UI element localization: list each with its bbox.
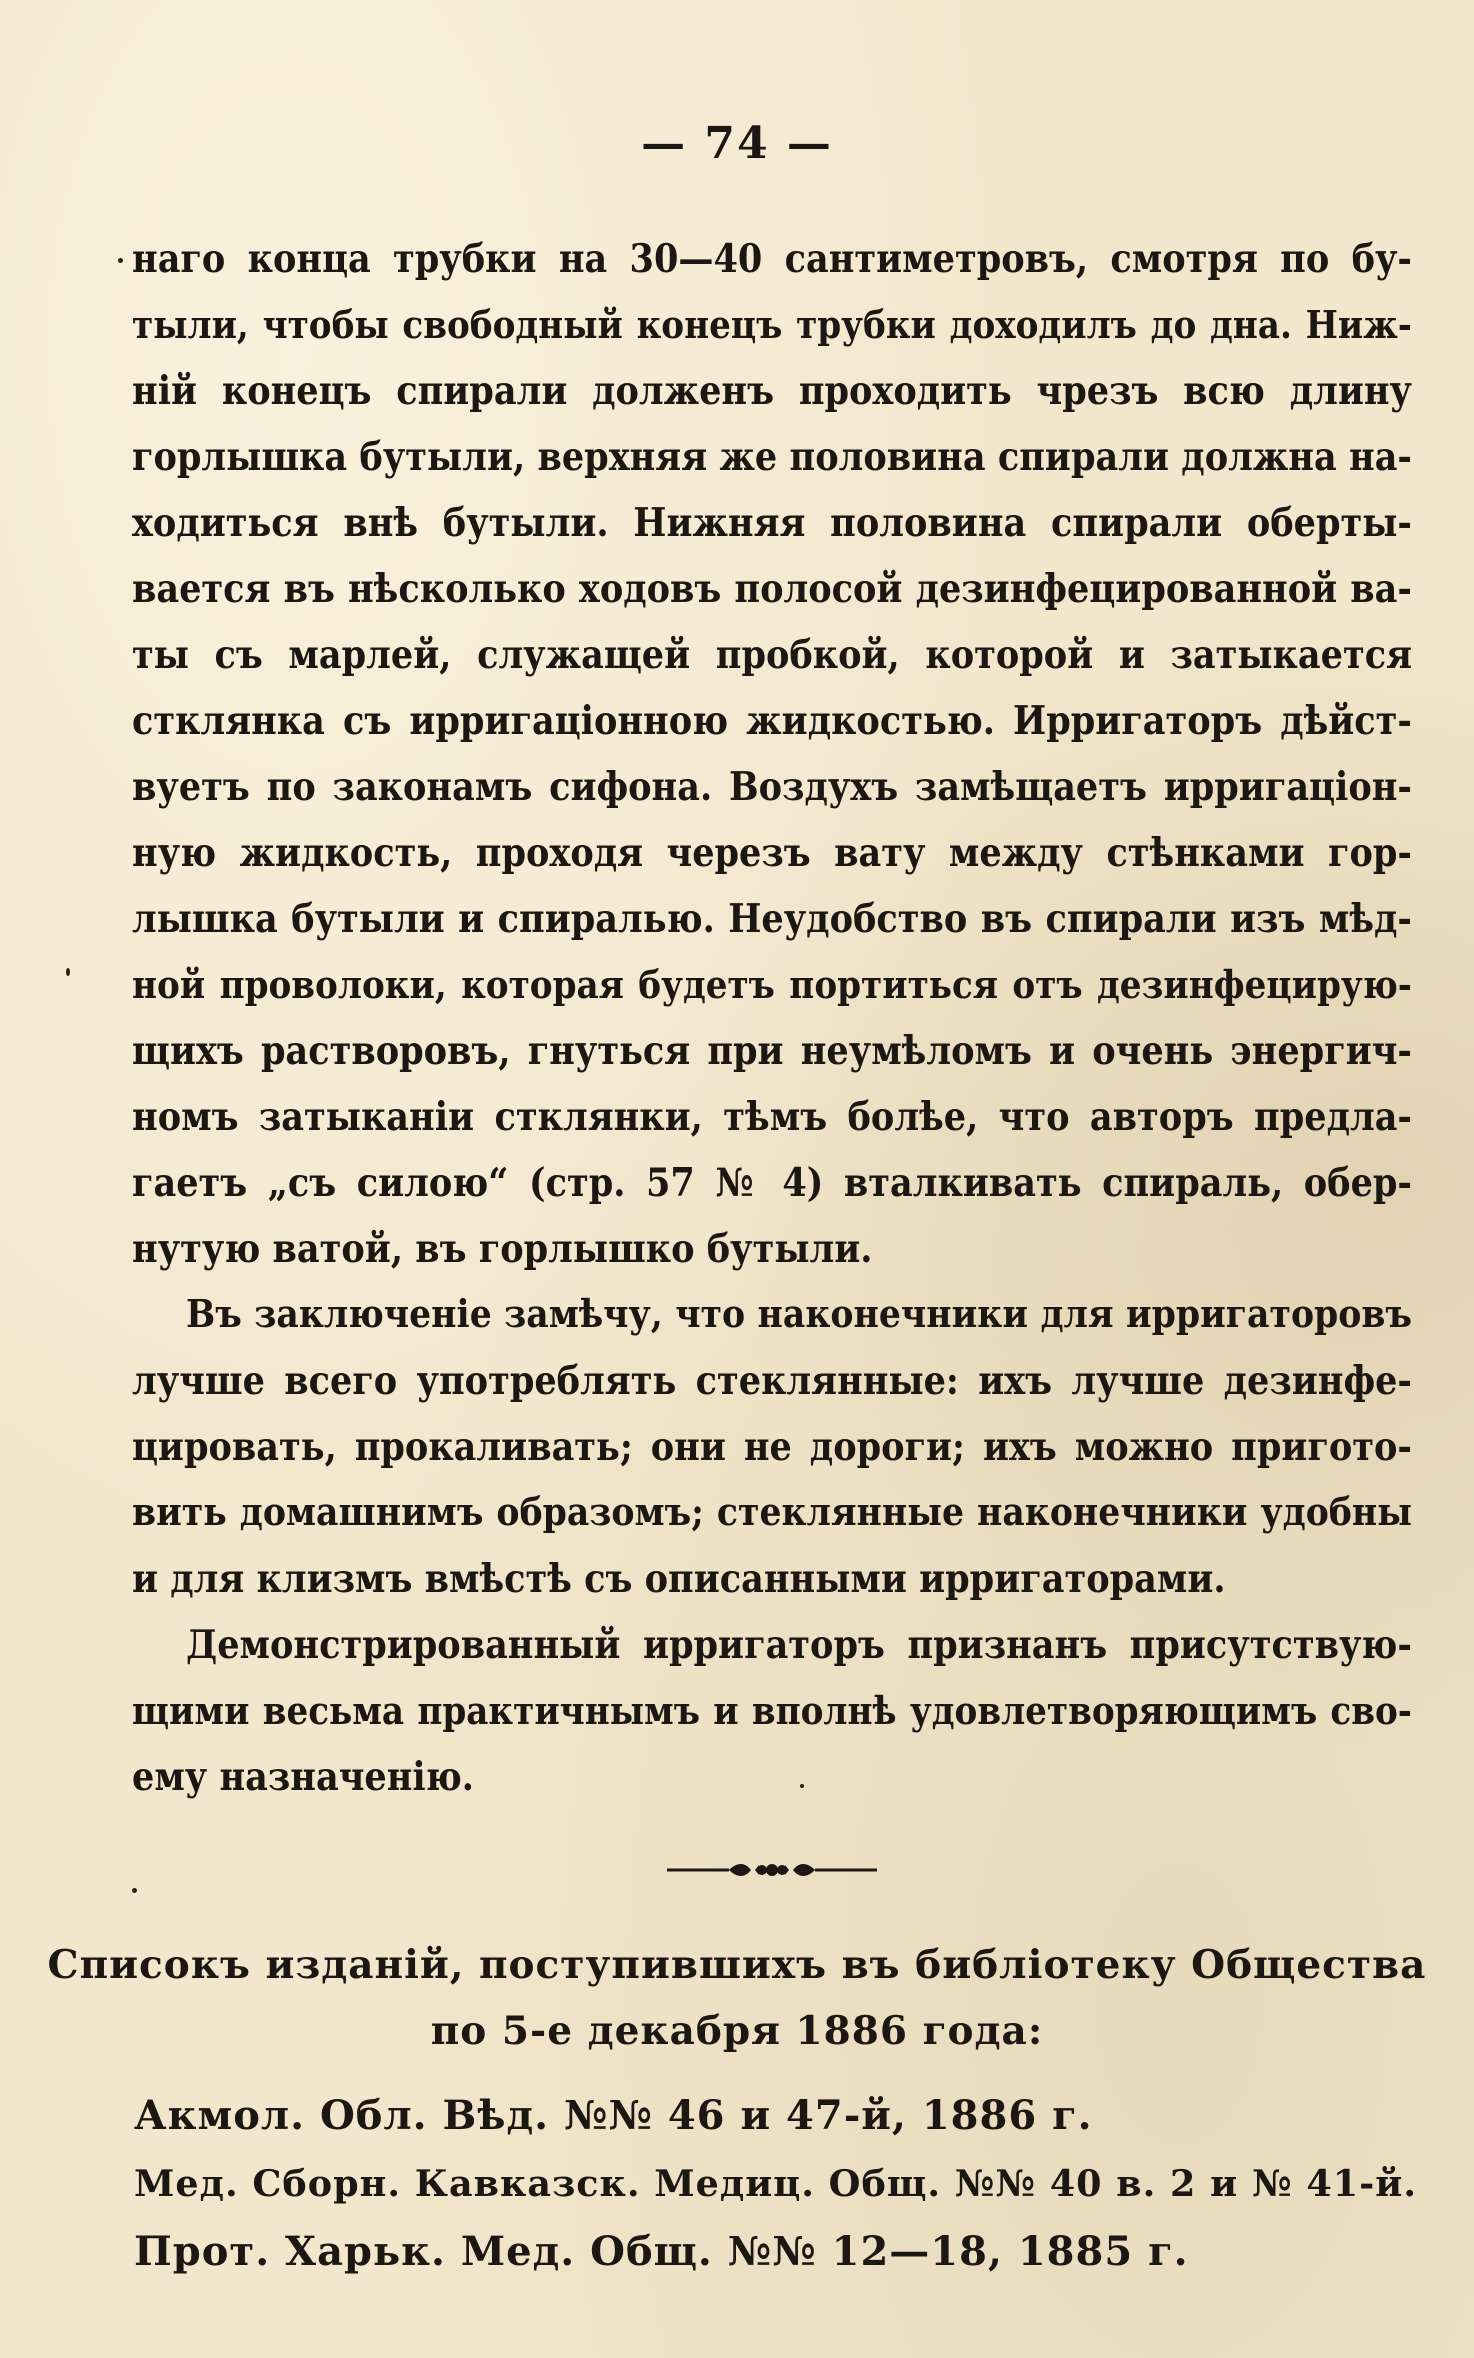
text-line: Демонстрированный ирригаторъ признанъ присутствую- [186,1622,1412,1668]
text-line: ной проволоки, которая будетъ портиться отъ дезинфецирую- [132,962,1412,1007]
text-line: вается въ нѣсколько ходовъ полосой дезинфецированной ва- [132,566,1412,612]
scan-speck [800,1784,804,1788]
list-item: Прот. Харьк. Мед. Общ. №№ 12—18, 1885 г. [134,2228,1189,2275]
text-line: вуетъ по законамъ сифона. Воздухъ замѣщаетъ ирригаціон- [132,764,1412,810]
text-line: ній конецъ спирали долженъ проходить чрезъ всю длину [132,368,1412,414]
ornament-divider-icon [667,1858,877,1882]
text-line: гаетъ „съ силою“ (стр. 57 № 4) вталкивать спираль, обер- [132,1160,1412,1206]
scan-speck [66,968,70,976]
text-line: Въ заключеніе замѣчу, что наконечники для ирригаторовъ [186,1292,1412,1337]
text-line: ходиться внѣ бутыли. Нижняя половина спирали оберты- [132,500,1412,546]
text-line: лучше всего употреблять стеклянные: ихъ лучше дезинфе- [132,1358,1412,1404]
text-line: цировать, прокаливать; они не дороги; ихъ можно пригото- [132,1424,1412,1470]
text-line: тыли, чтобы свободный конецъ трубки доходилъ до дна. Ниж- [132,302,1412,347]
text-line: и для клизмъ вмѣстѣ съ описанными ирригаторами. [132,1556,1226,1602]
text-line: стклянка съ ирригаціонною жидкостью. Ирригаторъ дѣйст- [132,698,1412,744]
list-subtitle: по 5-е декабря 1886 года: [430,2008,1044,2054]
text-line: наго конца трубки на 30—40 сантиметровъ, смотря по бу- [132,236,1412,282]
scan-speck [118,258,123,263]
scan-speck [132,1888,137,1893]
publication-list [134,2082,1424,2286]
page-number: — 74 — [641,118,833,169]
text-line: щихъ растворовъ, гнуться при неумѣломъ и очень энергич- [132,1028,1412,1074]
text-line: щими весьма практичнымъ и вполнѣ удовлетворяющимъ сво- [132,1688,1412,1733]
text-line: лышка бутыли и спиралью. Неудобство въ спирали изъ мѣд- [132,896,1412,942]
body-text [132,226,1412,1810]
list-item: Акмол. Обл. Вѣд. №№ 46 и 47-й, 1886 г. [134,2092,1093,2139]
text-line: номъ затыканіи стклянки, тѣмъ болѣе, что авторъ предла- [132,1094,1412,1140]
list-title: Списокъ изданій, поступившихъ въ библіотеку Общества [47,1942,1427,1988]
text-line: нутую ватой, въ горлышко бутыли. [132,1226,873,1272]
list-item: Мед. Сборн. Кавказск. Медиц. Общ. №№ 40 в. 2 и № 41-й. [134,2162,1418,2205]
text-line: ты съ марлей, служащей пробкой, которой и затыкается [132,632,1412,678]
text-line: ную жидкость, проходя черезъ вату между стѣнками гор- [132,830,1412,876]
text-line: ему назначенію. [132,1754,474,1800]
text-line: горлышка бутыли, верхняя же половина спирали должна на- [132,434,1412,480]
text-line: вить домашнимъ образомъ; стеклянные наконечники удобны [132,1490,1412,1535]
